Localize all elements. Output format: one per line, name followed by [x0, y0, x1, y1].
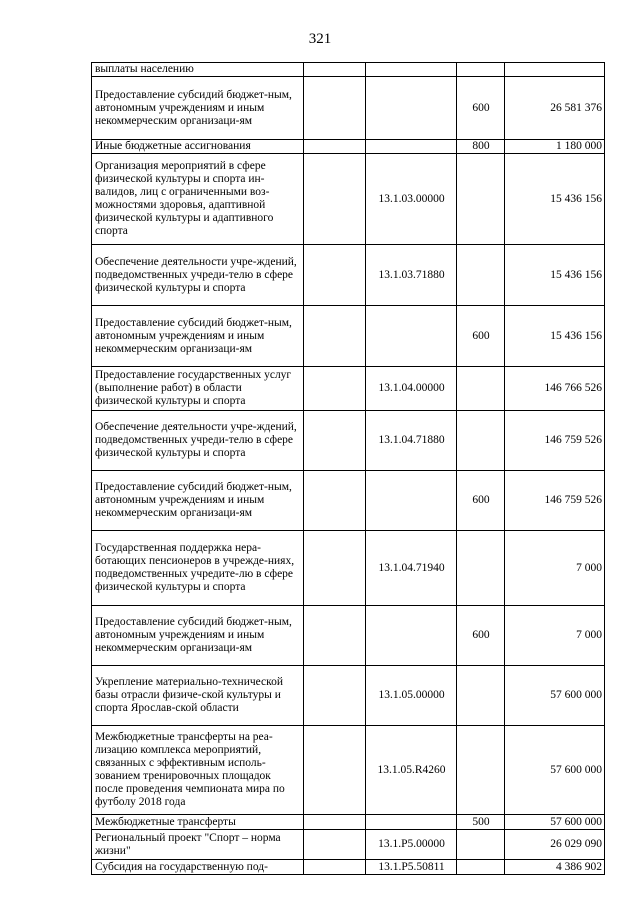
empty-cell — [304, 411, 366, 471]
page-number: 321 — [308, 31, 332, 47]
amount: 57 600 000 — [505, 666, 605, 726]
expense-type-code — [457, 245, 505, 306]
target-code — [366, 606, 457, 666]
amount: 15 436 156 — [505, 154, 605, 245]
empty-cell — [304, 306, 366, 367]
expense-type-code — [457, 367, 505, 411]
amount: 1 180 000 — [505, 140, 605, 154]
table-row — [92, 606, 605, 666]
expense-type-code — [457, 531, 505, 606]
empty-cell — [304, 245, 366, 306]
table-row — [92, 471, 605, 531]
table-row — [92, 531, 605, 606]
target-code — [366, 63, 457, 77]
expense-type-code — [457, 860, 505, 875]
amount: 146 759 526 — [505, 411, 605, 471]
expense-type-code — [457, 830, 505, 860]
table-row — [92, 830, 605, 860]
table-row — [92, 245, 605, 306]
expense-type-code: 500 — [457, 815, 505, 830]
expense-type-code: 600 — [457, 77, 505, 140]
expense-type-code — [457, 63, 505, 77]
empty-cell — [304, 63, 366, 77]
expense-type-code: 600 — [457, 606, 505, 666]
target-code: 13.1.04.71940 — [366, 531, 457, 606]
empty-cell — [304, 606, 366, 666]
target-code — [366, 471, 457, 531]
table-row — [92, 411, 605, 471]
amount: 57 600 000 — [505, 726, 605, 815]
target-code — [366, 815, 457, 830]
empty-cell — [304, 726, 366, 815]
row-name: Предоставление государственных услуг (выполнение работ) в области физической культуры и спорта — [92, 367, 304, 411]
empty-cell — [304, 666, 366, 726]
table-row — [92, 77, 605, 140]
amount: 26 029 090 — [505, 830, 605, 860]
row-name: Субсидия на государственную под- — [92, 860, 304, 875]
empty-cell — [304, 860, 366, 875]
table-row — [92, 726, 605, 815]
row-name: выплаты населению — [92, 63, 304, 77]
table-row — [92, 666, 605, 726]
expense-type-code: 600 — [457, 306, 505, 367]
budget-table — [91, 62, 605, 875]
row-name: Организация мероприятий в сфере физической культуры и спорта ин-валидов, лиц с ограниченными воз-можностями здоровья, адаптивной физической культуры и адаптивного спорта — [92, 154, 304, 245]
row-name: Предоставление субсидий бюджет-ным, автономным учреждениям и иным некоммерческим организаци-ям — [92, 606, 304, 666]
expense-type-code — [457, 154, 505, 245]
row-name: Обеспечение деятельности учре-ждений, подведомственных учреди-телю в сфере физической культуры и спорта — [92, 411, 304, 471]
row-name: Межбюджетные трансферты на реа-лизацию комплекса мероприятий, связанных с эффективным исполь-зованием тренировочных площадок после проведения чемпионата мира по футболу 2018 года — [92, 726, 304, 815]
row-name: Обеспечение деятельности учре-ждений, подведомственных учреди-телю в сфере физической культуры и спорта — [92, 245, 304, 306]
amount: 57 600 000 — [505, 815, 605, 830]
target-code: 13.1.04.71880 — [366, 411, 457, 471]
table-row — [92, 306, 605, 367]
expense-type-code: 800 — [457, 140, 505, 154]
empty-cell — [304, 367, 366, 411]
target-code: 13.1.P5.50811 — [366, 860, 457, 875]
table-row — [92, 154, 605, 245]
expense-type-code: 600 — [457, 471, 505, 531]
empty-cell — [304, 154, 366, 245]
empty-cell — [304, 830, 366, 860]
empty-cell — [304, 77, 366, 140]
row-name: Межбюджетные трансферты — [92, 815, 304, 830]
amount: 15 436 156 — [505, 306, 605, 367]
target-code — [366, 306, 457, 367]
amount: 7 000 — [505, 531, 605, 606]
expense-type-code — [457, 411, 505, 471]
row-name: Иные бюджетные ассигнования — [92, 140, 304, 154]
target-code: 13.1.P5.00000 — [366, 830, 457, 860]
amount: 15 436 156 — [505, 245, 605, 306]
target-code: 13.1.05.R4260 — [366, 726, 457, 815]
amount: 26 581 376 — [505, 77, 605, 140]
target-code: 13.1.03.00000 — [366, 154, 457, 245]
row-name: Государственная поддержка нера-ботающих пенсионеров в учрежде-ниях, подведомственных учредите-лю в сфере физической культуры и спорта — [92, 531, 304, 606]
amount: 146 759 526 — [505, 471, 605, 531]
table-row — [92, 815, 605, 830]
row-name: Региональный проект "Спорт – норма жизни" — [92, 830, 304, 860]
target-code — [366, 77, 457, 140]
empty-cell — [304, 471, 366, 531]
target-code: 13.1.04.00000 — [366, 367, 457, 411]
row-name: Предоставление субсидий бюджет-ным, автономным учреждениям и иным некоммерческим организаци-ям — [92, 306, 304, 367]
empty-cell — [304, 815, 366, 830]
amount — [505, 63, 605, 77]
expense-type-code — [457, 726, 505, 815]
amount: 4 386 902 — [505, 860, 605, 875]
row-name: Предоставление субсидий бюджет-ным, автономным учреждениям и иным некоммерческим организаци-ям — [92, 77, 304, 140]
amount: 7 000 — [505, 606, 605, 666]
row-name: Предоставление субсидий бюджет-ным, автономным учреждениям и иным некоммерческим организаци-ям — [92, 471, 304, 531]
table-row — [92, 367, 605, 411]
empty-cell — [304, 140, 366, 154]
empty-cell — [304, 531, 366, 606]
target-code: 13.1.03.71880 — [366, 245, 457, 306]
table-row — [92, 63, 605, 77]
table-row — [92, 860, 605, 875]
amount: 146 766 526 — [505, 367, 605, 411]
table-row — [92, 140, 605, 154]
expense-type-code — [457, 666, 505, 726]
target-code: 13.1.05.00000 — [366, 666, 457, 726]
row-name: Укрепление материально-технической базы отрасли физиче-ской культуры и спорта Ярослав-ской области — [92, 666, 304, 726]
target-code — [366, 140, 457, 154]
